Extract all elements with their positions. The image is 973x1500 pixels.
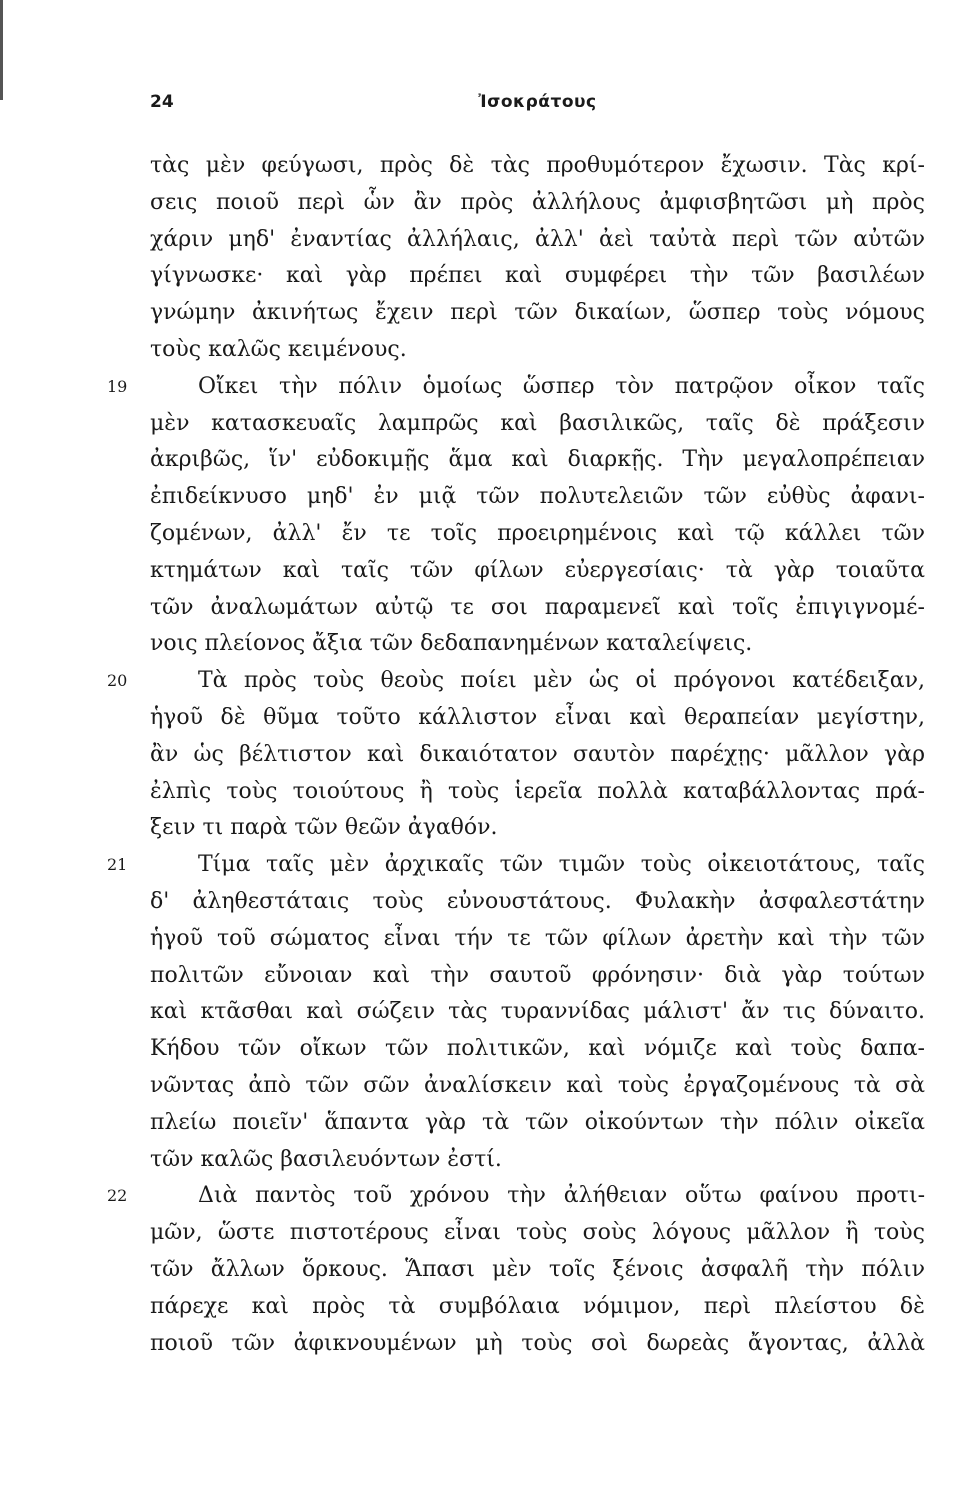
section-number: 20 (107, 671, 128, 691)
line-text: μὲν κατασκευαῖς λαμπρῶς καὶ βασιλικῶς, ταῖς δὲ πράξεσιν (150, 410, 925, 436)
text-line (0, 442, 973, 479)
line-text: Διὰ παντὸς τοῦ χρόνου τὴν ἀλήθειαν οὕτω φαίνου προτι- (198, 1183, 925, 1209)
text-line (0, 774, 973, 811)
text-line (0, 479, 973, 516)
text-line (0, 1215, 973, 1252)
text-line (0, 1142, 973, 1179)
line-text: ἂν ὡς βέλτιστον καὶ δικαιότατον σαυτὸν παρέχῃς· μᾶλλον γὰρ (150, 741, 925, 767)
line-text: νῶντας ἀπὸ τῶν σῶν ἀναλίσκειν καὶ τοὺς ἐργαζομένους τὰ σὰ (150, 1072, 925, 1098)
line-text: τὰς μὲν φεύγωσι, πρὸς δὲ τὰς προθυμότερον ἔχωσιν. Τὰς κρί- (150, 153, 925, 178)
text-line (0, 1031, 973, 1068)
text-line (0, 406, 973, 443)
text-line (0, 516, 973, 553)
line-text: δ' ἀληθεστάταις τοὺς εὐνουστάτους. Φυλακὴν ἀσφαλεστάτην (150, 888, 925, 914)
section-number: 21 (107, 855, 128, 875)
line-text: πολιτῶν εὔνοιαν καὶ τὴν σαυτοῦ φρόνησιν· διὰ γὰρ τούτων (150, 962, 925, 988)
text-line (0, 1105, 973, 1142)
text-line (0, 369, 973, 406)
text-line (0, 994, 973, 1031)
line-text: ἐλπὶς τοὺς τοιούτους ἢ τοὺς ἱερεῖα πολλὰ καταβάλλοντας πρά- (150, 778, 925, 804)
line-text: ποιοῦ τῶν ἀφικνουμένων μὴ τοὺς σοὶ δωρεὰς ἄγοντας, ἀλλὰ (150, 1330, 925, 1356)
line-text: ἀκριβῶς, ἵν' εὐδοκιμῇς ἅμα καὶ διαρκῇς. Τὴν μεγαλοπρέπειαν (150, 447, 925, 473)
body-text (0, 148, 973, 1362)
page-number: 24 (150, 92, 174, 112)
text-line (0, 884, 973, 921)
line-text: πλείω ποιεῖν' ἅπαντα γὰρ τὰ τῶν οἰκούντων τὴν πόλιν οἰκεῖα (150, 1109, 925, 1135)
text-line (0, 958, 973, 995)
line-text: ἡγοῦ τοῦ σώματος εἶναι τήν τε τῶν φίλων ἀρετὴν καὶ τὴν τῶν (150, 925, 925, 951)
text-line (0, 626, 973, 663)
text-line (0, 590, 973, 627)
text-line (0, 148, 973, 185)
line-text: ζομένων, ἀλλ' ἔν τε τοῖς προειρημένοις καὶ τῷ κάλλει τῶν (150, 520, 925, 546)
line-text: νοις πλείονος ἄξια τῶν δεδαπανημένων καταλείψεις. (150, 631, 753, 657)
line-text: τῶν καλῶς βασιλευόντων ἐστί. (150, 1146, 502, 1172)
text-line (0, 332, 973, 369)
line-text: μῶν, ὥστε πιστοτέρους εἶναι τοὺς σοὺς λόγους μᾶλλον ἢ τοὺς (150, 1220, 925, 1246)
line-text: γνώμην ἀκινήτως ἔχειν περὶ τῶν δικαίων, ὥσπερ τοὺς νόμους (150, 300, 925, 326)
line-text: Τίμα ταῖς μὲν ἀρχικαῖς τῶν τιμῶν τοὺς οἰκειοτάτους, ταῖς (198, 852, 925, 878)
text-line (0, 1252, 973, 1289)
text-line (0, 1326, 973, 1363)
section-number: 19 (107, 376, 128, 396)
line-text: τοὺς καλῶς κειμένους. (150, 336, 407, 362)
line-text: γίγνωσκε· καὶ γὰρ πρέπει καὶ συμφέρει τὴν τῶν βασιλέων (150, 263, 925, 289)
line-text: τῶν ἄλλων ὅρκους. Ἅπασι μὲν τοῖς ξένοις ἀσφαλῆ τὴν πόλιν (150, 1256, 925, 1282)
section-number: 22 (107, 1186, 128, 1206)
text-line (0, 921, 973, 958)
line-text: κτημάτων καὶ ταῖς τῶν φίλων εὐεργεσίαις· τὰ γὰρ τοιαῦτα (150, 557, 925, 583)
text-line (0, 737, 973, 774)
text-line (0, 1178, 973, 1215)
line-text: Τὰ πρὸς τοὺς θεοὺς ποίει μὲν ὡς οἱ πρόγονοι κατέδειξαν, (198, 668, 925, 694)
line-text: ἡγοῦ δὲ θῦμα τοῦτο κάλλιστον εἶναι καὶ θεραπείαν μεγίστην, (150, 704, 925, 730)
line-text: Οἴκει τὴν πόλιν ὁμοίως ὥσπερ τὸν πατρῷον οἶκον ταῖς (198, 373, 925, 399)
text-line (0, 553, 973, 590)
line-text: Κήδου τῶν οἴκων τῶν πολιτικῶν, καὶ νόμιζε καὶ τοὺς δαπα- (150, 1036, 925, 1062)
line-text: πάρεχε καὶ πρὸς τὰ συμβόλαια νόμιμον, περὶ πλείστου δὲ (150, 1293, 925, 1319)
line-text: σεις ποιοῦ περὶ ὧν ἂν πρὸς ἀλλήλους ἀμφισβητῶσι μὴ πρὸς (150, 189, 925, 215)
line-text: καὶ κτᾶσθαι καὶ σώζειν τὰς τυραννίδας μάλιστ' ἄν τις δύναιτο. (150, 999, 925, 1025)
spine-edge-mark (0, 0, 3, 100)
running-title: Ἰσοκράτους (478, 92, 597, 112)
text-line (0, 295, 973, 332)
text-line (0, 847, 973, 884)
text-line (0, 222, 973, 259)
text-line (0, 185, 973, 222)
line-text: χάριν μηδ' ἐναντίας ἀλλήλαις, ἀλλ' ἀεὶ ταὐτὰ περὶ τῶν αὐτῶν (150, 226, 925, 252)
page-header (150, 92, 925, 122)
line-text: ξειν τι παρὰ τῶν θεῶν ἀγαθόν. (150, 815, 498, 841)
text-line (0, 1068, 973, 1105)
line-text: τῶν ἀναλωμάτων αὐτῷ τε σοι παραμενεῖ καὶ τοῖς ἐπιγιγνομέ- (150, 594, 925, 620)
text-line (0, 663, 973, 700)
text-line (0, 810, 973, 847)
text-line (0, 1289, 973, 1326)
line-text: ἐπιδείκνυσο μηδ' ἐν μιᾷ τῶν πολυτελειῶν τῶν εὐθὺς ἀφανι- (150, 484, 925, 510)
text-line (0, 700, 973, 737)
text-line (0, 258, 973, 295)
